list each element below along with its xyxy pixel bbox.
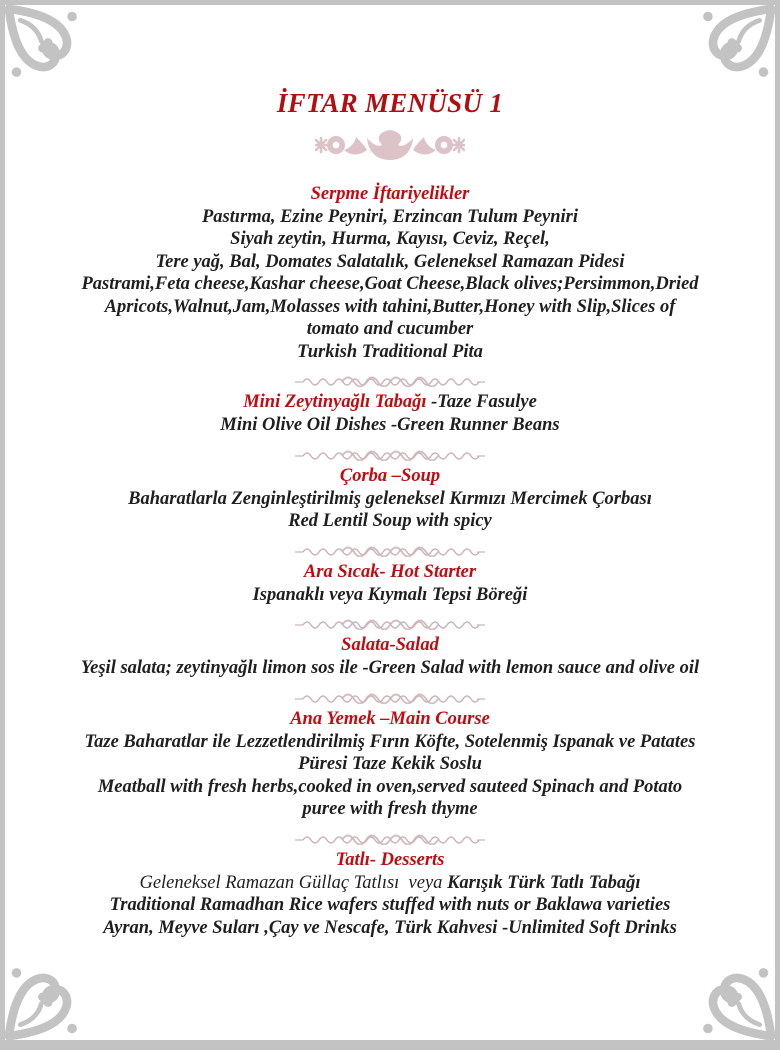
section-lines	[28, 488, 752, 533]
page-border-top	[0, 0, 780, 5]
section-heading-segment: Çorba –Soup	[339, 465, 441, 486]
section-heading	[28, 849, 752, 872]
menu-line-segment: Karışık Türk Tatlı Tabağı	[447, 872, 641, 893]
menu-line-segment: Pastrami,Feta cheese,Kashar cheese,Goat Cheese,Black olives;Persimmon,Dried	[81, 274, 699, 294]
section-lines	[28, 206, 752, 364]
page-border-bottom	[0, 1040, 780, 1050]
menu-line	[28, 510, 752, 533]
section-lines	[28, 414, 752, 437]
menu-line	[28, 917, 752, 940]
section-heading	[28, 465, 752, 488]
section-divider	[28, 371, 752, 383]
wave-divider-icon	[295, 833, 485, 845]
section-lines	[28, 731, 752, 821]
section-lines	[28, 872, 752, 940]
menu-section	[28, 561, 752, 627]
section-heading	[28, 561, 752, 584]
section-divider	[28, 614, 752, 626]
menu-line-segment: Geleneksel Ramazan Güllaç Tatlısı veya	[139, 872, 448, 893]
corner-flourish-icon	[683, 948, 775, 1040]
corner-flourish-icon	[5, 5, 97, 97]
wave-divider-icon	[295, 618, 485, 630]
section-heading	[28, 183, 752, 206]
menu-line	[28, 657, 752, 680]
menu-sections	[28, 183, 752, 940]
menu-section	[28, 465, 752, 553]
menu-line-segment: Pastırma, Ezine Peyniri, Erzincan Tulum Peyniri	[201, 206, 579, 227]
menu-line	[28, 273, 752, 296]
menu-line-segment: Apricots,Walnut,Jam,Molasses with tahini,Butter,Honey with Slip,Slices of	[104, 296, 676, 317]
section-heading	[28, 634, 752, 657]
page-border-left	[0, 0, 5, 1050]
menu-line	[28, 341, 752, 364]
menu-line	[28, 318, 752, 341]
section-heading	[28, 391, 752, 414]
menu-line-segment: Red Lentil Soup with spicy	[288, 511, 492, 531]
corner-flourish-icon	[5, 948, 97, 1040]
section-divider	[28, 541, 752, 553]
menu-line-segment: Püresi Taze Kekik Soslu	[298, 754, 482, 774]
menu-line-segment: Taze Baharatlar ile Lezzetlendirilmiş Fırın Köfte, Sotelenmiş Ispanak ve Patates	[84, 731, 696, 752]
menu-content	[28, 88, 752, 939]
section-heading-segment: Mini Zeytinyağlı Tabağı	[243, 392, 432, 412]
section-heading-segment: Serpme İftariyelikler	[310, 183, 470, 204]
menu-line	[28, 894, 752, 917]
section-heading-segment: Ara Sıcak- Hot Starter	[303, 561, 477, 582]
menu-line-segment: Turkish Traditional Pita	[297, 341, 483, 362]
menu-line-segment: Ispanaklı veya Kıymalı Tepsi Böreği	[252, 584, 528, 605]
menu-line-segment: Traditional Ramadhan Rice wafers stuffed with nuts or Baklawa varieties	[109, 895, 671, 915]
damask-ornament-icon	[315, 127, 465, 163]
section-divider	[28, 829, 752, 841]
menu-section	[28, 183, 752, 384]
menu-line	[28, 798, 752, 821]
section-heading	[28, 708, 752, 731]
section-heading-segment: Ana Yemek –Main Course	[290, 708, 490, 729]
menu-section	[28, 708, 752, 841]
menu-line	[28, 753, 752, 776]
menu-line-segment: Tere yağ, Bal, Domates Salatalık, Geleneksel Ramazan Pidesi	[155, 251, 625, 272]
menu-line	[28, 776, 752, 799]
menu-line	[28, 228, 752, 251]
menu-line-segment: Siyah zeytin, Hurma, Kayısı, Ceviz, Reçel,	[230, 229, 550, 249]
menu-line	[28, 206, 752, 229]
wave-divider-icon	[295, 545, 485, 557]
menu-line	[28, 414, 752, 437]
menu-line-segment: puree with fresh thyme	[302, 799, 478, 819]
page-title: İFTAR MENÜSÜ 1	[276, 88, 504, 118]
menu-line	[28, 296, 752, 319]
section-heading-segment: Salata-Salad	[341, 635, 439, 655]
menu-section	[28, 634, 752, 700]
menu-line-segment: Meatball with fresh herbs,cooked in oven,served sauteed Spinach and Potato	[97, 776, 683, 797]
menu-line	[28, 731, 752, 754]
menu-line	[28, 584, 752, 607]
menu-line-segment: Yeşil salata; zeytinyağlı limon sos ile -Green Salad with lemon sauce and olive oil	[80, 658, 700, 678]
menu-line	[28, 872, 752, 895]
corner-flourish-icon	[683, 5, 775, 97]
menu-line	[28, 251, 752, 274]
wave-divider-icon	[295, 375, 485, 387]
menu-line-segment: Ayran, Meyve Suları ,Çay ve Nescafe, Türk Kahvesi -Unlimited Soft Drinks	[103, 917, 677, 938]
section-lines	[28, 584, 752, 607]
wave-divider-icon	[295, 449, 485, 461]
section-heading-segment: -Taze Fasulye	[431, 392, 537, 412]
menu-line-segment: tomato and cucumber	[306, 319, 474, 339]
menu-line-segment: Mini Olive Oil Dishes -Green Runner Beans	[220, 415, 560, 435]
wave-divider-icon	[295, 692, 485, 704]
section-heading-segment: Tatlı- Desserts	[335, 849, 445, 870]
menu-section	[28, 849, 752, 940]
menu-line	[28, 488, 752, 511]
page-border-right	[775, 0, 780, 1050]
section-lines	[28, 657, 752, 680]
section-divider	[28, 688, 752, 700]
menu-line-segment: Baharatlarla Zenginleştirilmiş geleneksel Kırmızı Mercimek Çorbası	[128, 488, 652, 509]
menu-section	[28, 391, 752, 457]
section-divider	[28, 445, 752, 457]
